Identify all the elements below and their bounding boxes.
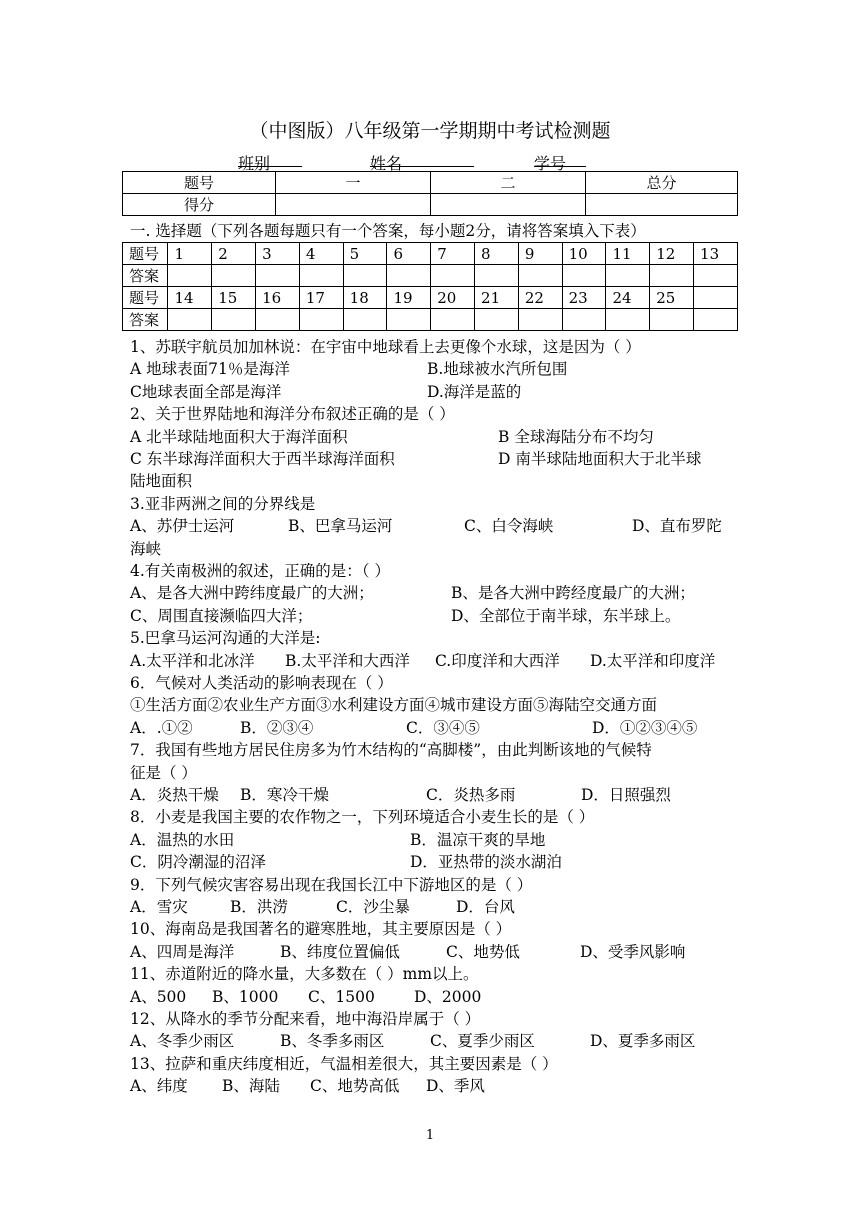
option-text: C地球表面全部是海洋	[130, 382, 282, 401]
option-text: C.印度洋和大西洋	[435, 651, 560, 670]
option-text: D．台风	[456, 898, 515, 916]
student-id-label: 学号	[534, 154, 567, 173]
option-text: B．洪涝	[230, 898, 288, 916]
question-number-cell: 20	[431, 287, 475, 309]
answer-cell[interactable]	[168, 265, 212, 287]
option-text: D．亚热带的淡水湖泊	[410, 853, 562, 872]
question-number-cell: 12	[650, 243, 694, 265]
question-number-cell: 7	[431, 243, 475, 265]
option-row	[130, 582, 740, 604]
option-text: A、纬度	[130, 1077, 188, 1096]
question-number-cell: 10	[562, 243, 606, 265]
option-text: B、海陆	[222, 1077, 280, 1096]
option-text: D、2000	[414, 987, 482, 1006]
option-row	[130, 650, 740, 672]
score-header-cell: 一	[276, 172, 431, 194]
option-text: B.地球被水汽所包围	[427, 360, 568, 379]
answer-cell[interactable]	[475, 309, 519, 331]
question-number-cell: 2	[212, 243, 256, 265]
option-text: C．沙尘暴	[336, 898, 410, 916]
option-text: D.海洋是蓝的	[427, 382, 522, 401]
question-number-cell: 19	[387, 287, 431, 309]
question-text: 5.巴拿马运河沟通的大洋是:	[130, 629, 321, 648]
answer-cell[interactable]	[387, 309, 431, 331]
answer-label: 答案	[123, 309, 168, 331]
question-number-cell: 8	[475, 243, 519, 265]
score-header-cell: 二	[431, 172, 586, 194]
answer-cell[interactable]	[650, 309, 694, 331]
option-text: D 南半球陆地面积大于北半球	[498, 450, 702, 468]
option-text: A．雪灾	[130, 898, 188, 916]
page-title: （中图版）八年级第一学期期中考试检测题	[249, 120, 611, 142]
option-row	[130, 381, 740, 403]
question-number-cell: 14	[168, 287, 212, 309]
score-table	[122, 171, 738, 216]
question-number-cell: 15	[212, 287, 256, 309]
option-row	[130, 717, 740, 739]
question-text: 11、赤道附近的降水量，大多数在（ ）mm以上。	[130, 965, 479, 984]
option-text: B、冬季多雨区	[280, 1032, 385, 1051]
answer-cell[interactable]	[431, 309, 475, 331]
option-text: D.太平洋和印度洋	[590, 651, 716, 670]
question-number-cell: 21	[475, 287, 519, 309]
option-text: C、周围直接濒临四大洋；	[130, 606, 313, 625]
option-row	[130, 1075, 740, 1097]
name-label: 姓名	[370, 154, 403, 173]
question-text: 3.亚非两洲之间的分界线是	[130, 494, 316, 513]
option-row	[130, 358, 740, 380]
question-text: 4.有关南极洲的叙述，正确的是：（ ）	[130, 562, 390, 580]
answer-cell[interactable]	[212, 265, 256, 287]
question-number-cell: 5	[343, 243, 387, 265]
question-text: 征是（ ）	[130, 763, 197, 782]
question-text: 7．我国有些地方居民住房多为竹木结构的“高脚楼”，由此判断该地的气候特	[130, 741, 652, 760]
score-header-cell: 题号	[123, 172, 276, 194]
option-text: B 全球海陆分布不均匀	[498, 427, 654, 446]
answer-cell[interactable]	[299, 309, 343, 331]
question-number-cell: 23	[562, 287, 606, 309]
option-row	[130, 426, 740, 448]
question-number-cell: 1	[168, 243, 212, 265]
question-number-cell: 17	[299, 287, 343, 309]
answer-cell[interactable]	[343, 265, 387, 287]
question-text: 2、关于世界陆地和海洋分布叙述正确的是（ ）	[130, 405, 455, 424]
option-row	[130, 605, 740, 627]
answer-cell[interactable]	[650, 265, 694, 287]
option-text: A 北半球陆地面积大于海洋面积	[130, 427, 348, 446]
answer-table	[122, 242, 738, 331]
question-text: ①生活方面②农业生产方面③水利建设方面④城市建设方面⑤海陆空交通方面	[130, 696, 658, 715]
option-text: A、四周是海洋	[130, 942, 235, 961]
question-text: 1、苏联宇航员加加林说：在宇宙中地球看上去更像个水球，这是因为（ ）	[130, 338, 641, 356]
option-text: A、是各大洲中跨纬度最广的大洲；	[130, 584, 374, 603]
option-text: C、白令海峡	[464, 517, 554, 536]
class-label: 班别	[238, 154, 271, 173]
answer-cell[interactable]	[606, 265, 650, 287]
option-row	[130, 851, 740, 873]
option-row	[130, 448, 740, 470]
option-text: D、直布罗陀	[632, 517, 722, 536]
option-text: C、地势低	[446, 942, 520, 961]
question-number-cell: 16	[256, 287, 300, 309]
option-text: B、1000	[212, 987, 279, 1006]
option-text: A 地球表面71％是海洋	[130, 360, 290, 379]
question-text: 13、拉萨和重庆纬度相近，气温相差很大，其主要因素是（ ）	[130, 1054, 558, 1073]
answer-cell[interactable]	[256, 265, 300, 287]
option-text: C．③④⑤	[406, 718, 480, 737]
score-cell[interactable]	[431, 194, 586, 216]
option-text: D．日照强烈	[581, 786, 671, 804]
option-text: D、夏季多雨区	[590, 1032, 696, 1051]
score-cell[interactable]	[276, 194, 431, 216]
answer-label: 答案	[123, 265, 168, 287]
option-text: B.太平洋和大西洋	[285, 651, 410, 670]
option-text: B、是各大洲中跨经度最广的大洲；	[451, 584, 695, 603]
option-text: A．炎热干燥	[130, 786, 219, 804]
answer-cell[interactable]	[343, 309, 387, 331]
question-number-cell: 22	[518, 287, 562, 309]
question-number-cell: 6	[387, 243, 431, 265]
option-text: B．温凉干爽的旱地	[410, 830, 546, 849]
option-text: D、全部位于南半球，东半球上。	[451, 606, 681, 625]
option-text: A、苏伊士运河	[130, 517, 235, 536]
score-cell[interactable]	[586, 194, 738, 216]
option-text: A．.①②	[130, 718, 193, 737]
question-number-label: 题号	[123, 243, 168, 265]
option-text: D．①②③④⑤	[592, 718, 698, 737]
page-number: 1	[425, 1128, 435, 1143]
option-row	[130, 784, 740, 806]
question-text: 10、海南岛是我国著名的避寒胜地，其主要原因是（ ）	[130, 920, 512, 939]
answer-cell[interactable]	[256, 309, 300, 331]
answer-cell[interactable]	[212, 309, 256, 331]
score-header-cell: 总分	[586, 172, 738, 194]
answer-cell[interactable]	[606, 309, 650, 331]
option-text: D、受季风影响	[580, 942, 686, 961]
question-number-cell: 24	[606, 287, 650, 309]
answer-cell[interactable]	[387, 265, 431, 287]
answer-cell[interactable]	[694, 265, 738, 287]
answer-cell[interactable]	[431, 265, 475, 287]
question-text: 6．气候对人类活动的影响表现在（ ）	[130, 674, 393, 692]
option-text: A.太平洋和北冰洋	[130, 651, 255, 670]
question-number-cell: 3	[256, 243, 300, 265]
option-text: B、纬度位置偏低	[280, 942, 400, 961]
option-text: C、夏季少雨区	[430, 1032, 535, 1051]
question-number-cell: 13	[694, 243, 738, 265]
option-row	[130, 1030, 740, 1052]
question-text: 陆地面积	[130, 472, 193, 491]
question-text: 8．小麦是我国主要的农作物之一，下列环境适合小麦生长的是（ ）	[130, 808, 595, 827]
answer-cell[interactable]	[562, 265, 606, 287]
option-text: D、季风	[426, 1077, 485, 1096]
question-text: 海峡	[130, 539, 162, 558]
option-text: C．阴冷潮湿的沼泽	[130, 853, 266, 872]
option-text: C、1500	[308, 987, 375, 1006]
answer-cell[interactable]	[694, 309, 738, 331]
question-number-cell: 25	[650, 287, 694, 309]
option-text: B、巴拿马运河	[288, 517, 393, 536]
answer-cell[interactable]	[299, 265, 343, 287]
option-row	[130, 829, 740, 851]
section-heading: 一. 选择题（下列各题每题只有一个答案，每小题2分，请将答案填入下表）	[130, 222, 646, 240]
option-text: C、地势高低	[310, 1077, 400, 1096]
option-row	[130, 986, 740, 1008]
question-number-cell: 9	[518, 243, 562, 265]
option-text: A、500	[130, 987, 187, 1006]
option-row	[130, 515, 740, 537]
score-row-label: 得分	[123, 194, 276, 216]
option-text: B．寒冷干燥	[240, 786, 329, 804]
option-text: C．炎热多雨	[426, 786, 516, 804]
question-text: 9．下列气候灾害容易出现在我国长江中下游地区的是（ ）	[130, 875, 533, 894]
answer-cell[interactable]	[518, 309, 562, 331]
question-number-cell: 11	[606, 243, 650, 265]
answer-cell[interactable]	[475, 265, 519, 287]
question-text: 12、从降水的季节分配来看，地中海沿岸属于（ ）	[130, 1010, 481, 1028]
question-number-cell	[694, 287, 738, 309]
option-text: C 东半球海洋面积大于西半球海洋面积	[130, 450, 395, 468]
option-row	[130, 896, 740, 918]
option-text: A、冬季少雨区	[130, 1032, 235, 1051]
question-number-label: 题号	[123, 287, 168, 309]
question-number-cell: 18	[343, 287, 387, 309]
option-text: B．②③④	[240, 718, 314, 737]
option-row	[130, 941, 740, 963]
question-number-cell: 4	[299, 243, 343, 265]
answer-cell[interactable]	[518, 265, 562, 287]
option-text: A．温热的水田	[130, 830, 235, 849]
answer-cell[interactable]	[168, 309, 212, 331]
answer-cell[interactable]	[562, 309, 606, 331]
